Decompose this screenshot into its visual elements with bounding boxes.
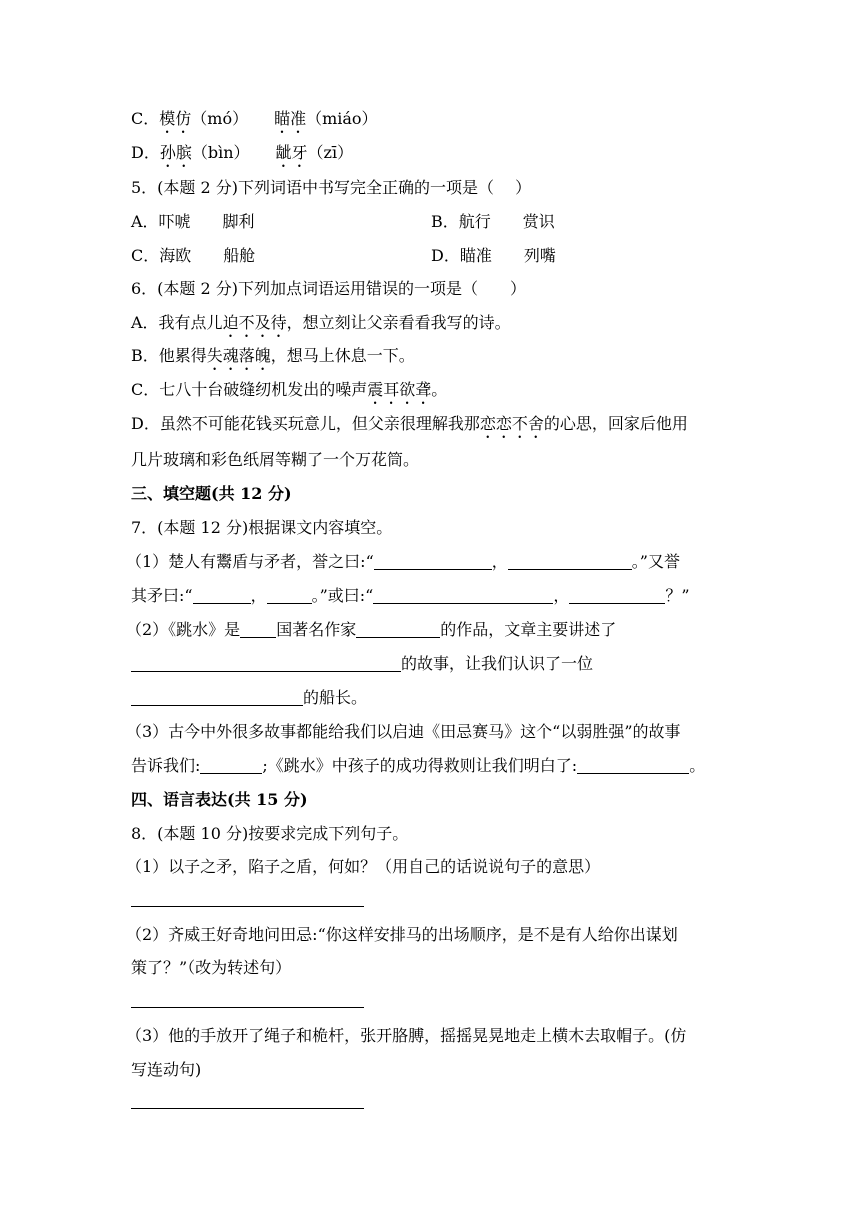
q7-part1-line1: [126, 552, 680, 572]
text: ;《跳水》中孩子的成功得救则让我们明白了:: [262, 756, 578, 775]
q6-option-a: [131, 313, 511, 341]
section-3-title: 三、填空题(共 12 分): [131, 484, 292, 503]
text: 的船长。: [303, 688, 368, 707]
q5-option-c: C．海欧 船舱: [131, 246, 256, 265]
answer-line[interactable]: [131, 1007, 364, 1008]
text: 。”又誉: [631, 552, 680, 571]
fill-blank[interactable]: [569, 587, 665, 604]
q8-sub2-line1: （2）齐威王好奇地问田忌:“你这样安排马的出场顺序，是不是有人给你出谋划: [126, 925, 678, 944]
q6-option-b: [131, 346, 415, 374]
fill-blank[interactable]: [356, 621, 440, 638]
text: （2）《跳水》是: [126, 620, 241, 639]
text: ？”: [665, 586, 690, 605]
text: 的作品，文章主要讲述了: [440, 620, 617, 639]
fill-blank[interactable]: [131, 655, 401, 672]
option-text: C．七八十台破缝纫机发出的噪声: [131, 380, 368, 399]
q5-option-d: D．瞄准 列嘴: [431, 246, 556, 265]
q7-part2-line2: [131, 654, 593, 674]
option-word: 龇牙: [275, 143, 308, 162]
dotted-phrase: 失魂落魄: [206, 346, 271, 365]
option-text: B．他累得: [131, 346, 207, 365]
option-word: 模仿: [159, 109, 192, 128]
option-word: 孙膑: [159, 143, 192, 162]
text: ，: [491, 552, 508, 571]
fill-blank[interactable]: [577, 757, 689, 774]
fill-blank[interactable]: [131, 689, 303, 706]
dotted-phrase: 迫不及待: [222, 313, 287, 332]
q7-part2-line1: [126, 620, 616, 640]
q8-sub1: （1）以子之矛，陷子之盾，何如？（用自己的话说说句子的意思）: [126, 857, 601, 876]
q5-option-a: A．吓唬 脚利: [131, 212, 255, 231]
fill-blank[interactable]: [267, 587, 312, 604]
q8-sub3-line2: 写连动句): [131, 1060, 202, 1079]
fill-blank[interactable]: [240, 621, 276, 638]
q6-stem: 6．(本题 2 分)下列加点词语运用错误的一项是（ ）: [131, 279, 527, 298]
q4-option-c: [131, 109, 378, 137]
text: 。”或曰:“: [311, 586, 374, 605]
q7-stem: 7．(本题 12 分)根据课文内容填空。: [131, 518, 393, 537]
q7-part2-line3: [131, 688, 367, 708]
answer-line[interactable]: [131, 906, 364, 907]
q7-part3-line1: （3）古今中外很多故事都能给我们以启迪《田忌赛马》这个“以弱胜强”的故事: [126, 722, 681, 741]
text: 告诉我们:: [131, 756, 201, 775]
answer-line[interactable]: [131, 1108, 364, 1109]
dotted-phrase: 恋恋不舍: [479, 414, 544, 433]
fill-blank[interactable]: [508, 553, 632, 570]
q4-option-d: [131, 143, 353, 171]
q6-option-d: [131, 414, 688, 442]
text: （1）楚人有鬻盾与矛者，誉之曰:“: [126, 552, 374, 571]
pinyin: （miáo）: [306, 109, 378, 128]
q8-stem: 8．(本题 10 分)按要求完成下列句子。: [131, 824, 409, 843]
q7-part3-line2: [131, 756, 705, 776]
text: 国著名作家: [276, 620, 357, 639]
option-text: 。: [431, 380, 448, 399]
q8-sub2-line2: 策了？”（改为转述句）: [131, 958, 292, 977]
fill-blank[interactable]: [193, 587, 251, 604]
text: 。: [689, 756, 706, 775]
option-text: 的心思，回家后他用: [543, 414, 688, 433]
q7-part1-line2: [131, 586, 690, 606]
pinyin: （mó）: [191, 109, 249, 128]
pinyin: （zī）: [307, 143, 354, 162]
option-text: D．虽然不可能花钱买玩意儿，但父亲很理解我那: [131, 414, 480, 433]
fill-blank[interactable]: [374, 553, 492, 570]
dotted-phrase: 震耳欲聋: [367, 380, 432, 399]
text: 其矛曰:“: [131, 586, 193, 605]
text: 的故事，让我们认识了一位: [401, 654, 594, 673]
option-text: ，想马上休息一下。: [270, 346, 415, 365]
option-label: C．: [131, 109, 160, 128]
q6-option-c: [131, 380, 447, 408]
text: ，: [250, 586, 267, 605]
option-text: A．我有点儿: [131, 313, 223, 332]
option-text: ，想立刻让父亲看看我写的诗。: [286, 313, 511, 332]
pinyin: （bìn）: [191, 143, 250, 162]
q5-option-b: B．航行 赏识: [431, 212, 555, 231]
option-label: D．: [131, 143, 160, 162]
q5-stem: 5．(本题 2 分)下列词语中书写完全正确的一项是（ ）: [131, 178, 532, 197]
fill-blank[interactable]: [373, 587, 553, 604]
q6-option-d-line2: 几片玻璃和彩色纸屑等糊了一个万花筒。: [131, 450, 420, 469]
q8-sub3-line1: （3）他的手放开了绳子和桅杆，张开胳膊，摇摇晃晃地走上横木去取帽子。(仿: [126, 1026, 687, 1045]
text: ，: [553, 586, 570, 605]
fill-blank[interactable]: [200, 757, 262, 774]
section-4-title: 四、语言表达(共 15 分): [131, 790, 308, 809]
option-word: 瞄准: [274, 109, 307, 128]
